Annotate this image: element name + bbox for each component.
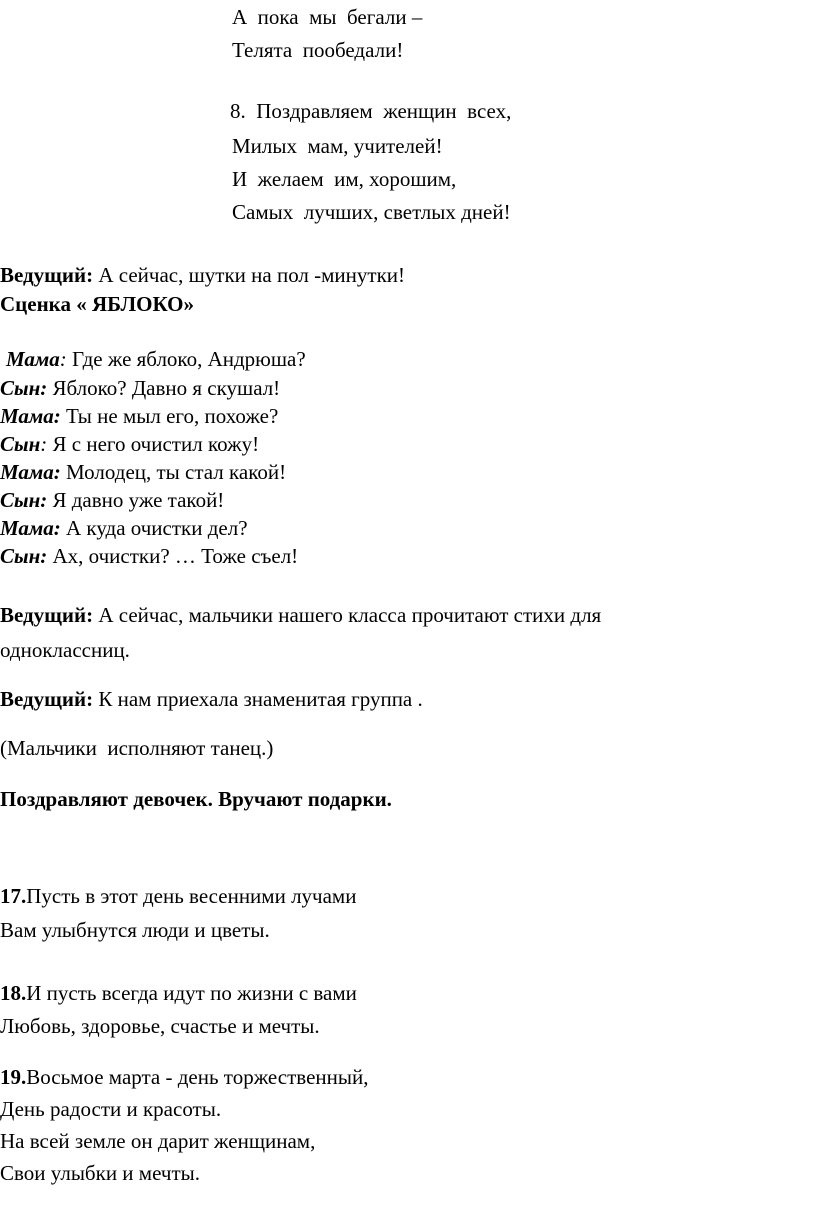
host-line bbox=[0, 262, 405, 288]
dialogue-line bbox=[0, 543, 298, 569]
poem-line: Свои улыбки и мечты. bbox=[0, 1161, 200, 1185]
poem-line: Восьмое марта - день торжественный, bbox=[26, 1065, 369, 1089]
host-text: А сейчас, мальчики нашего класса прочитают стихи для bbox=[93, 603, 602, 627]
dialogue-text: Яблоко? Давно я скушал! bbox=[47, 376, 281, 400]
dialogue-line bbox=[0, 375, 280, 401]
poem-line: Вам улыбнутся люди и цветы. bbox=[0, 918, 270, 942]
dialogue-text: Молодец, ты стал какой! bbox=[60, 460, 287, 484]
poem-line: На всей земле он дарит женщинам, bbox=[0, 1129, 316, 1153]
dialogue-line bbox=[0, 515, 248, 541]
dialogue-text: Ах, очистки? … Тоже съел! bbox=[47, 544, 299, 568]
poem-number: 19. bbox=[0, 1065, 27, 1089]
poem-line: Пусть в этот день весенними лучами bbox=[26, 884, 357, 908]
poem-number: 17. bbox=[0, 884, 27, 908]
poem-line: Самых лучших, светлых дней! bbox=[232, 200, 511, 224]
speaker-separator: : bbox=[40, 432, 48, 456]
dialogue-text: Ты не мыл его, похоже? bbox=[60, 404, 279, 428]
scene-title: Сценка « ЯБЛОКО» bbox=[0, 292, 195, 316]
poem-line: И желаем им, хорошим, bbox=[232, 167, 457, 191]
dialogue-text: Я с него очистил кожу! bbox=[47, 432, 260, 456]
dialogue-text: Где же яблоко, Андрюша? bbox=[66, 347, 306, 371]
poem-number: 8. bbox=[230, 99, 246, 123]
poem-18-first-line bbox=[0, 980, 357, 1006]
dialogue-line bbox=[6, 346, 306, 372]
speaker-label: Мама: bbox=[0, 404, 61, 428]
poem-19-first-line bbox=[0, 1064, 368, 1090]
poem-line: День радости и красоты. bbox=[0, 1097, 222, 1121]
poem-line: И пусть всегда идут по жизни с вами bbox=[26, 981, 357, 1005]
speaker-separator: : bbox=[59, 347, 67, 371]
host-text: А сейчас, шутки на пол -минутки! bbox=[93, 263, 406, 287]
dialogue-line bbox=[0, 459, 286, 485]
poem-line: А пока мы бегали – bbox=[232, 5, 423, 29]
poem-number: 18. bbox=[0, 981, 27, 1005]
host-text: К нам приехала знаменитая группа . bbox=[93, 687, 423, 711]
dialogue-text: А куда очистки дел? bbox=[60, 516, 248, 540]
host-line bbox=[0, 686, 423, 712]
poem-line: Милых мам, учителей! bbox=[232, 134, 443, 158]
speaker-label: Сын: bbox=[0, 488, 48, 512]
stage-note: (Мальчики исполняют танец.) bbox=[0, 736, 274, 760]
poem-17-first-line bbox=[0, 883, 356, 909]
host-text-continuation: одноклассниц. bbox=[0, 638, 130, 662]
poem-line: Телята пообедали! bbox=[232, 38, 404, 62]
speaker-label: Мама: bbox=[0, 460, 61, 484]
dialogue-line bbox=[0, 431, 259, 457]
poem-line: Поздравляем женщин всех, bbox=[256, 99, 512, 123]
speaker-label: Сын: bbox=[0, 544, 48, 568]
speaker-label: Ведущий: bbox=[0, 263, 94, 287]
speaker-label: Ведущий: bbox=[0, 603, 94, 627]
poem-line: Любовь, здоровье, счастье и мечты. bbox=[0, 1014, 320, 1038]
congrats-heading: Поздравляют девочек. Вручают подарки. bbox=[0, 787, 392, 811]
poem-8-first-line bbox=[230, 98, 511, 124]
speaker-label: Мама: bbox=[0, 516, 61, 540]
speaker-label: Ведущий: bbox=[0, 687, 94, 711]
speaker-label: Мама bbox=[6, 347, 60, 371]
dialogue-text: Я давно уже такой! bbox=[47, 488, 225, 512]
host-line bbox=[0, 602, 601, 628]
dialogue-line bbox=[0, 403, 278, 429]
speaker-label: Сын bbox=[0, 432, 41, 456]
dialogue-line bbox=[0, 487, 224, 513]
speaker-label: Сын: bbox=[0, 376, 48, 400]
